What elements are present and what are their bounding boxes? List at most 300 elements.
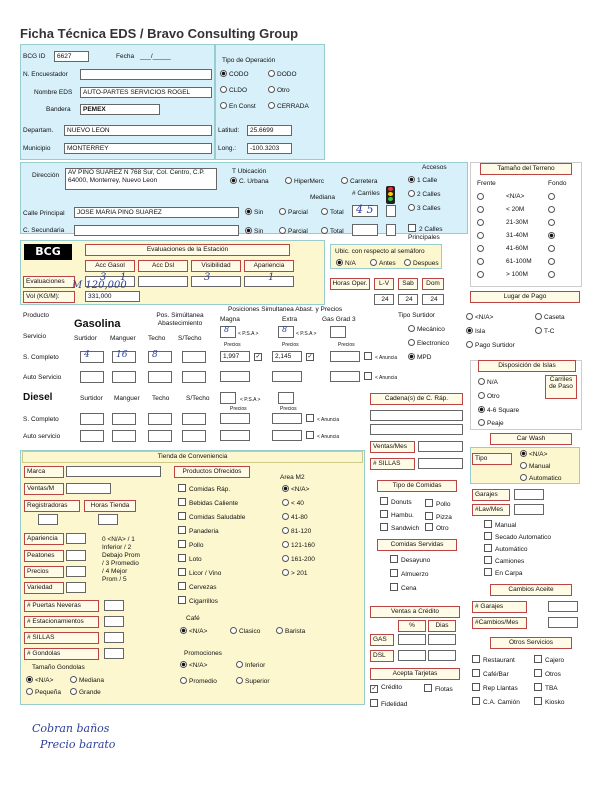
- calle-label: Calle Principal: [23, 210, 65, 217]
- carwash-chk-secado[interactable]: Secado Automatico: [484, 532, 551, 542]
- carwash-chk-auto[interactable]: Automático: [484, 544, 528, 554]
- fondo-label: Fondo: [548, 180, 567, 187]
- tienda-horas: Horas Tienda: [84, 500, 136, 512]
- producto-item[interactable]: Panaderia: [178, 526, 219, 536]
- magna-price-field[interactable]: 1,997: [220, 351, 250, 362]
- terreno-row-label: 21-30M: [506, 219, 529, 226]
- pago-caseta[interactable]: Caseta: [535, 313, 565, 322]
- d-as-manguer[interactable]: [112, 430, 136, 442]
- terreno-frente-6[interactable]: [477, 271, 486, 280]
- vol-label: Vol (KG/M):: [23, 291, 75, 303]
- promo-inferior[interactable]: Inferior: [236, 661, 265, 670]
- d-sc-price2[interactable]: [272, 413, 302, 424]
- manguer-col: Manguer: [110, 335, 136, 342]
- aceite-garajes: # Garajes: [472, 601, 527, 613]
- accesos-principales[interactable]: 2 Calles Principales: [408, 224, 463, 242]
- secundaria-total[interactable]: Total: [321, 227, 344, 236]
- pago-na[interactable]: <N/A>: [466, 313, 493, 322]
- handwriting-note-1: Cobran baños: [32, 722, 110, 735]
- tienda-regis-field[interactable]: [38, 514, 58, 525]
- calle-field[interactable]: JOSE MARIA PINO SUAREZ: [74, 207, 239, 218]
- surtidor-electronico[interactable]: Electronico: [408, 339, 449, 348]
- carwash-na[interactable]: <N/A>: [520, 450, 547, 459]
- terreno-frente-3[interactable]: [477, 232, 486, 241]
- carriles-extra-field[interactable]: [386, 205, 396, 217]
- cafe-title: Café: [186, 615, 200, 622]
- d-sc-manguer[interactable]: [112, 413, 136, 425]
- tienda-variedad-field[interactable]: [66, 582, 86, 593]
- carwash-lav: #Lav/Mes: [472, 504, 510, 516]
- eval-apariencia-value: 1: [268, 272, 275, 283]
- vol-field[interactable]: 331,000: [85, 291, 140, 302]
- semaforo-na[interactable]: N/A: [336, 259, 356, 268]
- horas-label: Horas Oper.: [330, 278, 370, 290]
- scompleto-label: S. Completo: [23, 354, 59, 361]
- tienda-neveras-field[interactable]: [104, 600, 124, 611]
- bcg-logo: BCG: [24, 244, 72, 260]
- tienda-sillas: # SILLAS: [24, 632, 99, 644]
- servida-almuerzo[interactable]: Almuerzo: [390, 569, 428, 579]
- semaforo-antes[interactable]: Antes: [370, 259, 396, 268]
- tienda-horas-field[interactable]: [98, 514, 118, 525]
- mediana-parcial[interactable]: Parcial: [279, 208, 308, 217]
- credito-dsl-dias[interactable]: [428, 650, 456, 661]
- fecha-label: Fecha: [116, 53, 135, 60]
- servida-cena[interactable]: Cena: [390, 583, 417, 593]
- aceite-garajes-field[interactable]: [548, 601, 578, 612]
- extra-precios: Precios: [282, 342, 299, 348]
- carwash-chk-camiones[interactable]: Camiones: [484, 556, 524, 566]
- pago-tc[interactable]: T-C: [535, 327, 554, 336]
- area-title: Area M2: [280, 474, 305, 481]
- tipo-op-cerrada[interactable]: CERRADA: [268, 102, 309, 111]
- producto-item[interactable]: Licor / Vino: [178, 568, 221, 578]
- comida-sandwich[interactable]: Sandwich: [380, 523, 419, 533]
- otros-item[interactable]: Otros: [534, 669, 561, 679]
- surtidor-mecanico[interactable]: Mecánico: [408, 325, 445, 334]
- sc-surtidor-value: 4: [84, 350, 90, 360]
- secundaria-sin[interactable]: Sin: [245, 227, 263, 236]
- eval-accdsl-field[interactable]: [138, 276, 188, 287]
- mediana-label: Mediana: [310, 194, 335, 201]
- tipo-op-enconst[interactable]: En Const: [220, 102, 256, 111]
- as-surtidor-field[interactable]: [80, 371, 104, 383]
- diesel-techo-col: Techo: [152, 395, 170, 402]
- municipio-field[interactable]: MONTERREY: [64, 143, 212, 154]
- pago-surtidor[interactable]: Pago Surtidor: [466, 341, 515, 350]
- accesos-title: Accesos: [422, 164, 447, 171]
- terreno-row-label: < 20M: [506, 206, 525, 213]
- terreno-fondo-5[interactable]: [548, 258, 557, 267]
- tienda-peat-field[interactable]: [66, 550, 86, 561]
- extra-pos-value: 8: [282, 325, 288, 334]
- long-field[interactable]: -100.3203: [247, 143, 292, 154]
- tam-title: Tamaño Gondolas: [32, 664, 85, 671]
- extra-label: Extra: [282, 316, 298, 323]
- islas-carriles: Carriles de Paso: [545, 375, 577, 399]
- accesos-1calle[interactable]: 1 Calle: [408, 176, 437, 185]
- carriles-label: # Carriles: [352, 190, 380, 197]
- producto-item[interactable]: Comidas Ráp.: [178, 484, 230, 494]
- tienda-apar-field[interactable]: [66, 533, 86, 544]
- carwash-manual[interactable]: Manual: [520, 462, 550, 471]
- extra-price-field[interactable]: 2,145: [272, 351, 302, 362]
- posiciones-title: Posiciones Simultanea Abast. y Precios: [228, 306, 343, 313]
- eval-col-accgasol: Acc Gasol: [85, 260, 135, 272]
- promo-na[interactable]: <N/A>: [180, 661, 207, 670]
- tipo-op-dodo[interactable]: DODO: [268, 70, 297, 79]
- vol-hand-value: M 120,000: [72, 280, 127, 291]
- carwash-title: Car Wash: [490, 433, 572, 445]
- magna-label: Magna: [220, 316, 240, 323]
- terreno-row-label: > 100M: [506, 271, 528, 278]
- carwash-auto[interactable]: Automatico: [520, 474, 562, 483]
- tipo-op-cldo[interactable]: CLDO: [220, 86, 247, 95]
- cadena-field-1[interactable]: [370, 410, 463, 421]
- tienda-marca: Marca: [24, 466, 64, 478]
- terreno-row-label: <N/A>: [506, 193, 525, 200]
- municipio-label: Municipio: [23, 145, 51, 152]
- horas-lv: L-V: [374, 278, 394, 290]
- gas3-label: Gas Grad 3: [322, 316, 356, 323]
- tam-na[interactable]: <N/A>: [26, 676, 53, 685]
- carriles-value: 4 5: [356, 203, 374, 216]
- diesel-surtidor-col: Surtidor: [80, 395, 103, 402]
- aceite-cambios: #Cambios/Mes: [472, 617, 527, 629]
- terreno-frente-0[interactable]: [477, 193, 486, 202]
- tienda-precios-field[interactable]: [66, 566, 86, 577]
- carwash-garajes: Garajes: [472, 489, 510, 501]
- terreno-frente-2[interactable]: [477, 219, 486, 228]
- horas-dom: Dom: [422, 278, 444, 290]
- cadena-ventas-field[interactable]: [418, 441, 463, 452]
- producto-item[interactable]: Comidas Saludable: [178, 512, 245, 522]
- eval-visibilidad-value: 3: [204, 272, 211, 283]
- scale-text: Inferior / 2: [102, 544, 132, 551]
- terreno-row-label: 31-40M: [506, 232, 529, 239]
- tipo-op-otro[interactable]: Otro: [268, 86, 290, 95]
- horas-sab: Sab: [398, 278, 418, 290]
- islas-square[interactable]: 4-6 Square: [478, 406, 519, 415]
- mediana-total[interactable]: Total: [321, 208, 344, 217]
- eval-row-label: Evaluaciones: [23, 276, 75, 288]
- producto-item[interactable]: Cigarrillos: [178, 596, 218, 606]
- d-sc-surtidor[interactable]: [80, 413, 104, 425]
- secundaria-parcial[interactable]: Parcial: [279, 227, 308, 236]
- encuestador-label: N. Encuestador: [23, 71, 68, 78]
- credito-gas-dias[interactable]: [428, 634, 456, 645]
- diesel-psa: < P.S.A >: [240, 397, 261, 403]
- area-option[interactable]: < 40: [282, 499, 304, 508]
- area-option[interactable]: 81-120: [282, 527, 311, 536]
- diesel-label: Diesel: [23, 392, 53, 403]
- semaforo-despues[interactable]: Despues: [404, 259, 439, 268]
- tarjeta-fidelidad[interactable]: Fidelidad: [370, 699, 407, 709]
- cafe-barista[interactable]: Barista: [276, 627, 305, 636]
- otros-item[interactable]: Restaurant: [472, 655, 515, 665]
- surtidor-mpd[interactable]: MPD: [408, 353, 431, 362]
- otros-item[interactable]: C.A. Camión: [472, 697, 520, 707]
- diesel-pos-field[interactable]: [220, 392, 236, 404]
- horas-lv-field[interactable]: 24: [374, 294, 394, 305]
- scale-text: Prom / 5: [102, 576, 127, 583]
- producto-item[interactable]: Loto: [178, 554, 202, 564]
- islas-otro[interactable]: Otro: [478, 392, 500, 401]
- surtidor-title: Tipo Surtidor: [398, 312, 435, 319]
- accesos-2calles[interactable]: 2 Calles: [408, 190, 440, 199]
- gas3-precios: Precios: [338, 342, 355, 348]
- scale-text: 0 <N/A> / 1: [102, 536, 135, 543]
- diesel-pos2-field[interactable]: [278, 392, 294, 404]
- d-as-price1[interactable]: [220, 430, 250, 441]
- islas-na[interactable]: N/A: [478, 378, 498, 387]
- pago-isla[interactable]: Isla: [466, 327, 485, 336]
- sc-stecho-field[interactable]: [182, 351, 206, 363]
- diesel-autoserv-label: Auto servicio: [23, 433, 61, 440]
- tienda-estac-field[interactable]: [104, 616, 124, 627]
- ubicacion-carretera[interactable]: Carretera: [341, 177, 377, 186]
- ubicacion-title: T Ubicación: [232, 168, 267, 175]
- eval-col-visibilidad: Visibilidad: [191, 260, 241, 272]
- eval-col-accdsl: Acc Dsl: [138, 260, 188, 272]
- gasolina-label: Gasolina: [74, 318, 121, 330]
- as-magna-price[interactable]: [220, 371, 250, 382]
- tienda-marca-field[interactable]: [66, 466, 161, 477]
- tienda-neveras: # Puertas Neveras: [24, 600, 99, 612]
- area-option[interactable]: <N/A>: [282, 485, 309, 494]
- producto-item[interactable]: Pollo: [178, 540, 203, 550]
- eval-visibilidad-field[interactable]: [191, 276, 241, 287]
- otros-item[interactable]: Cajero: [534, 655, 564, 665]
- cafe-clasico[interactable]: Clasico: [230, 627, 260, 636]
- handwriting-note-2: Precio barato: [40, 738, 116, 751]
- diesel-precios: Precios: [230, 406, 247, 412]
- ubicacion-urbana[interactable]: C. Urbana: [230, 177, 269, 186]
- comida-hambu[interactable]: Hambu.: [380, 510, 414, 520]
- as-gas3-price[interactable]: [330, 371, 360, 382]
- gas3-pos-field[interactable]: [330, 326, 346, 338]
- tienda-peat: Peatones: [24, 550, 64, 562]
- tienda-title: Tienda de Conveniencia: [22, 451, 363, 463]
- d-sc-price1[interactable]: [220, 413, 250, 424]
- tarjeta-flotas[interactable]: Flotas: [424, 684, 453, 694]
- secundaria-carriles-field[interactable]: [352, 224, 378, 236]
- area-option[interactable]: 121-160: [282, 541, 315, 550]
- producto-label: Producto: [23, 312, 50, 319]
- gas3-price-field[interactable]: [330, 351, 360, 362]
- eval-accgasol-value: 3: [100, 272, 107, 283]
- horas-sab-field[interactable]: 24: [398, 294, 418, 305]
- terreno-fondo-0[interactable]: [548, 193, 557, 202]
- otros-title: Otros Servicios: [490, 637, 572, 649]
- otros-item[interactable]: TBA: [534, 683, 558, 693]
- extra-anuncia-check[interactable]: [306, 352, 317, 361]
- aceite-title: Cambios Aceite: [490, 584, 572, 596]
- tienda-regis: Registradoras: [24, 500, 80, 512]
- eval-title: Evaluaciones de la Estación: [85, 244, 290, 256]
- scale-text: Debajo Prom: [102, 552, 140, 559]
- tienda-gondolas-field[interactable]: [104, 648, 124, 659]
- sc-techo-value: 8: [152, 350, 158, 360]
- carwash-chk-manual[interactable]: Manual: [484, 520, 516, 530]
- otros-item[interactable]: Rep Llantas: [472, 683, 518, 693]
- secundaria-field[interactable]: [74, 225, 239, 236]
- tam-pequena[interactable]: Pequeña: [26, 688, 61, 697]
- depto-label: Departam.: [23, 127, 54, 134]
- as-anuncia-check[interactable]: < Anuncia: [364, 372, 397, 382]
- accesos-3calles[interactable]: 3 Calles: [408, 204, 440, 213]
- tienda-sillas-field[interactable]: [104, 632, 124, 643]
- area-option[interactable]: 161-200: [282, 555, 315, 564]
- mediana-sin[interactable]: Sin: [245, 208, 263, 217]
- simult-title: Pos. Simúltanea Abastecimiento: [156, 312, 204, 327]
- productos-title: Productos Ofrecidos: [174, 466, 250, 478]
- credito-dsl: DSL: [370, 650, 394, 662]
- terreno-fondo-3[interactable]: [548, 232, 557, 241]
- d-as-anuncia[interactable]: < Anuncia: [306, 431, 339, 441]
- diesel-precios2: Precios: [280, 406, 297, 412]
- tienda-ventas-field[interactable]: [66, 483, 111, 494]
- nombre-field[interactable]: AUTO-PARTES SERVICIOS ROGEL: [80, 87, 212, 98]
- tam-mediana[interactable]: Mediana: [70, 676, 104, 685]
- tipo-op-codo[interactable]: CODO: [220, 70, 249, 79]
- d-sc-stecho[interactable]: [182, 413, 206, 425]
- terreno-row-label: 61-100M: [506, 258, 532, 265]
- credito-gas-pct[interactable]: [398, 634, 426, 645]
- as-techo-field[interactable]: [148, 371, 172, 383]
- tarjeta-credito[interactable]: ✓ Crédito: [370, 684, 402, 693]
- tarjetas-title: Acepta Tarjetas: [370, 668, 460, 680]
- carwash-garajes-field[interactable]: [514, 489, 544, 500]
- techo-col: Techo: [148, 335, 166, 342]
- cafe-na[interactable]: <N/A>: [180, 627, 207, 636]
- credito-dias: Dias: [428, 620, 456, 632]
- cadena-sillas-field[interactable]: [418, 458, 463, 469]
- d-as-techo[interactable]: [148, 430, 172, 442]
- d-sc-techo[interactable]: [148, 413, 172, 425]
- producto-item[interactable]: Cervezas: [178, 582, 216, 592]
- bandera-label: Bandera: [46, 106, 71, 113]
- comida-donuts[interactable]: Donuts: [380, 497, 412, 507]
- d-as-surtidor[interactable]: [80, 430, 104, 442]
- d-as-stecho[interactable]: [182, 430, 206, 442]
- credito-pct: %: [398, 620, 426, 632]
- d-as-price2[interactable]: [272, 430, 302, 441]
- diesel-manguer-col: Manguer: [114, 395, 140, 402]
- producto-item[interactable]: Bebidas Caliente: [178, 498, 238, 508]
- otros-item[interactable]: Kiosko: [534, 697, 565, 707]
- secundaria-label: C. Secundaria: [23, 227, 65, 234]
- tienda-estac: # Estacionamientos: [24, 616, 99, 628]
- promo-superior[interactable]: Superior: [236, 677, 270, 686]
- d-sc-anuncia[interactable]: < Anuncia: [306, 414, 339, 424]
- terreno-fondo-1[interactable]: [548, 206, 557, 215]
- terreno-frente-1[interactable]: [477, 206, 486, 215]
- depto-field[interactable]: NUEVO LEON: [64, 125, 212, 136]
- aceite-cambios-field[interactable]: [548, 617, 578, 628]
- comida-pollo[interactable]: Pollo: [425, 499, 450, 509]
- cadena-field-2[interactable]: [370, 424, 463, 435]
- scale-text: / 3 Promedio: [102, 560, 139, 567]
- as-manguer-field[interactable]: [112, 371, 136, 383]
- tam-grande[interactable]: Grande: [70, 688, 101, 697]
- terreno-frente-4[interactable]: [477, 245, 486, 254]
- promo-title: Promociones: [184, 650, 222, 657]
- credito-dsl-pct[interactable]: [398, 650, 426, 661]
- eval-col-apariencia: Apariencia: [244, 260, 294, 272]
- magna-pos-value: 8: [224, 325, 230, 334]
- direccion-label: Dirección: [32, 172, 60, 179]
- tipo-op-title: Tipo de Operación: [222, 57, 276, 64]
- credito-title: Ventas a Crédito: [370, 606, 460, 618]
- nombre-label: Nombre EDS: [34, 89, 73, 96]
- tienda-apar: Apariencia: [24, 533, 64, 545]
- comida-otro[interactable]: Otro: [425, 523, 449, 533]
- stecho-col: S/Techo: [178, 335, 202, 342]
- tienda-ventas: Ventas/M: [24, 483, 64, 495]
- otros-item[interactable]: Café/Bar: [472, 669, 509, 679]
- terreno-row-label: 41-60M: [506, 245, 529, 252]
- gas3-anuncia-check[interactable]: < Anuncia: [364, 352, 397, 362]
- cadena-sillas: # SILLAS: [370, 458, 415, 470]
- diesel-stecho-col: S/Techo: [186, 395, 210, 402]
- direccion-field[interactable]: AV PINO SUAREZ N 768 Sur, Col. Centro, C.P. 64000, Monterrey, Nuevo Leon: [65, 168, 217, 190]
- terreno-fondo-6[interactable]: [548, 271, 557, 280]
- terreno-fondo-4[interactable]: [548, 245, 557, 254]
- terreno-title: Tamaño del Terreno: [480, 163, 572, 175]
- magna-anuncia-check[interactable]: [254, 352, 265, 361]
- terreno-fondo-2[interactable]: [548, 219, 557, 228]
- tienda-variedad: Variedad: [24, 582, 64, 594]
- secundaria-carriles-extra[interactable]: [386, 224, 396, 236]
- bcg-label: BCG ID: [23, 53, 46, 60]
- area-option[interactable]: > 201: [282, 569, 307, 578]
- frente-label: Frente: [477, 180, 496, 187]
- area-option[interactable]: 41-80: [282, 513, 308, 522]
- pago-title: Lugar de Pago: [470, 291, 580, 303]
- promo-promedio[interactable]: Promedio: [180, 677, 217, 686]
- comida-pizza[interactable]: Pizza: [425, 512, 452, 522]
- extra-psa: < P.S.A >: [296, 331, 317, 337]
- comidas-title: Tipo de Comidas: [377, 480, 457, 492]
- page-title: Ficha Técnica EDS / Bravo Consulting Group: [20, 26, 299, 41]
- horas-dom-field[interactable]: 24: [422, 294, 444, 305]
- encuestador-field[interactable]: [80, 69, 212, 80]
- magna-precios: Precios: [224, 342, 241, 348]
- autoserv-label: Auto Servicio: [23, 374, 62, 381]
- semaforo-title: Ubic. con respecto al semáforo: [335, 248, 425, 255]
- lat-field[interactable]: 25.6699: [247, 125, 292, 136]
- servicio-label: Servicio: [23, 333, 47, 340]
- ubicacion-hipermerc[interactable]: HiperMerc: [285, 177, 324, 186]
- fecha-value[interactable]: ___/_____: [140, 53, 171, 60]
- diesel-scompleto-label: S. Completo: [23, 416, 59, 423]
- servidas-title: Comidas Servidas: [377, 539, 457, 551]
- surtidor-col: Surtidor: [74, 335, 97, 342]
- traffic-light-icon: [386, 186, 395, 204]
- as-extra-price[interactable]: [272, 371, 302, 382]
- tienda-precios: Precios: [24, 566, 64, 578]
- bandera-field[interactable]: PEMEX: [80, 104, 160, 115]
- servida-desayuno[interactable]: Desayuno: [390, 555, 430, 565]
- terreno-frente-5[interactable]: [477, 258, 486, 267]
- carwash-lav-field[interactable]: [514, 504, 544, 515]
- as-stecho-field[interactable]: [182, 371, 206, 383]
- bcg-field[interactable]: 6627: [54, 51, 89, 62]
- carwash-chk-carpa[interactable]: En Carpa: [484, 568, 522, 578]
- islas-peaje[interactable]: Peaje: [478, 419, 504, 428]
- cadena-title: Cadena(s) de C. Ráp.: [370, 393, 463, 405]
